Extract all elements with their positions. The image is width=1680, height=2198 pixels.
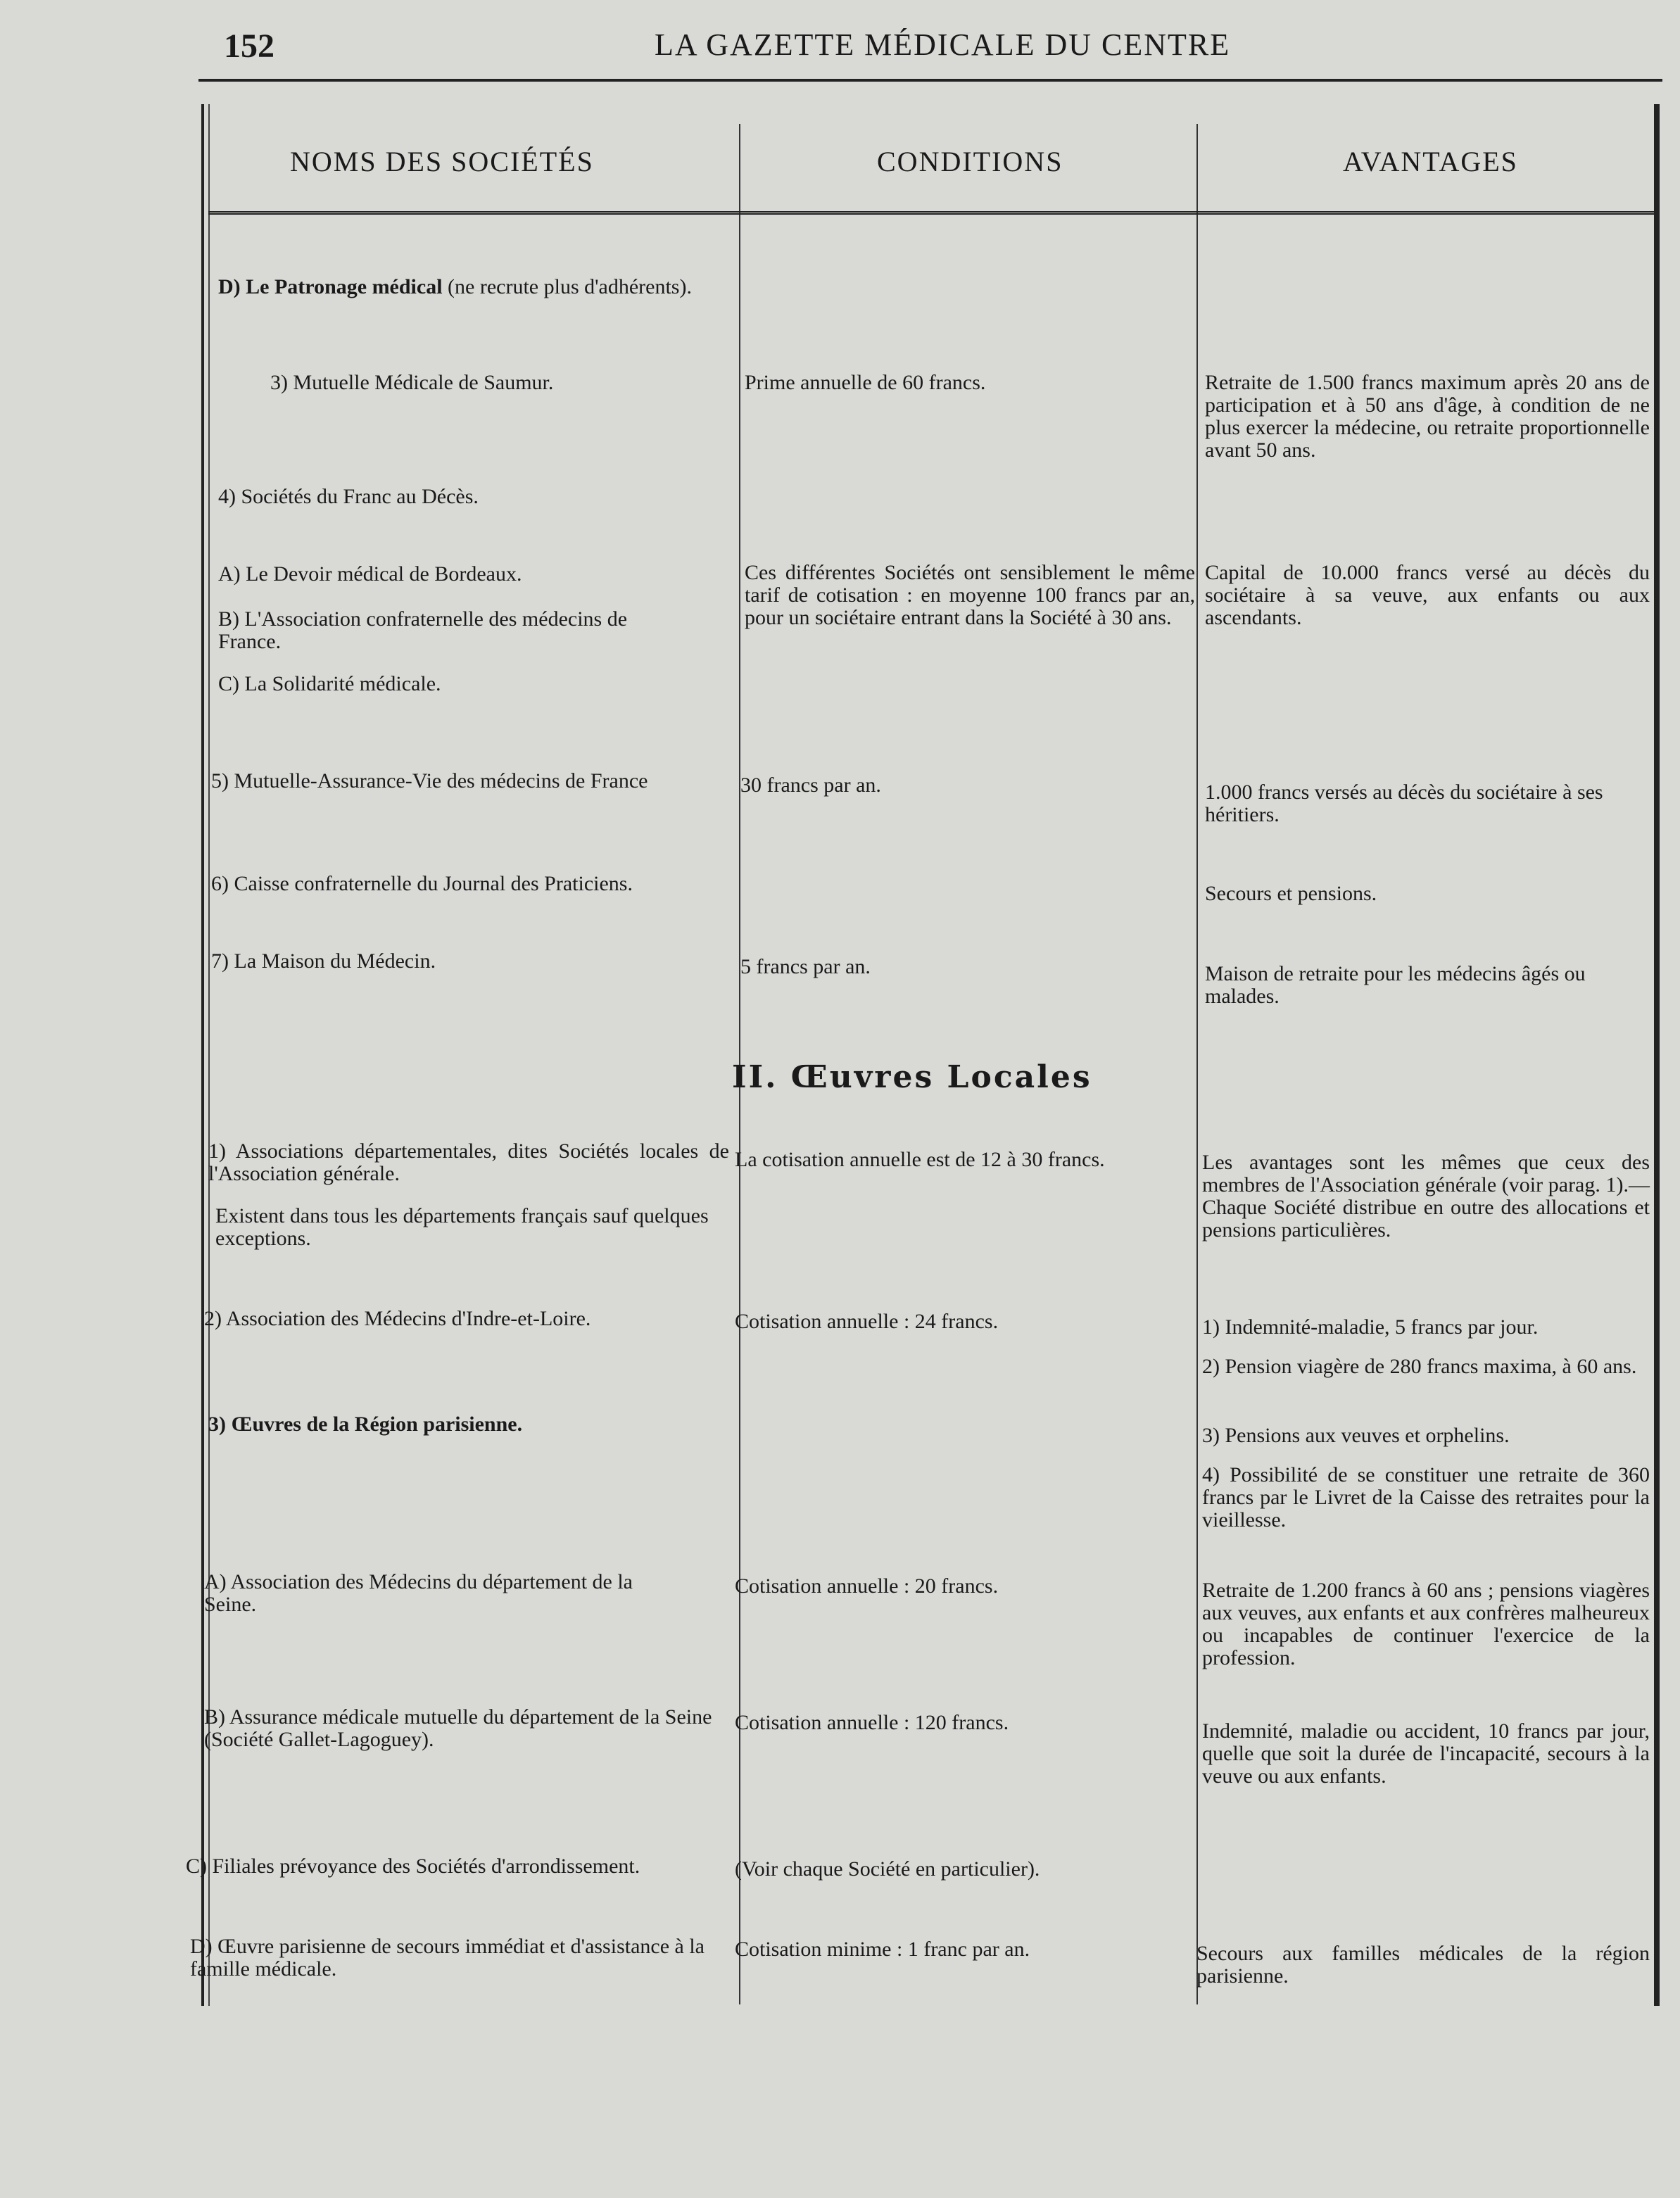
section-title: II. Œuvres Locales [732,1059,1092,1095]
conditions-cell: Cotisation annuelle : 20 francs. [735,1574,999,1598]
advantages-cell: Les avantages sont les mêmes que ceux des membres de l'Association générale (voir parag. 1).— Chaque Société distribue en outre des allocations et pensions particulières. [1202,1151,1650,1242]
advantages-cell: Secours aux familles médicales de la région parisienne. [1196,1942,1650,1988]
society-name: 5) Mutuelle-Assurance-Vie des médecins de France [211,769,648,792]
society-name: 7) La Maison du Médecin. [211,949,436,973]
society-name: 2) Association des Médecins d'Indre-et-Loire. [204,1307,591,1330]
advantages-cell: Indemnité, maladie ou accident, 10 francs par jour, quelle que soit la durée de l'incapacité, secours à la veuve ou aux enfants. [1202,1719,1650,1788]
society-name: 1) Associations départementales, dites Sociétés locales de l'Association générale. [208,1139,729,1185]
advantages-cell: Capital de 10.000 francs versé au décès du sociétaire à sa veuve, aux enfants ou aux ascendants. [1205,561,1650,629]
conditions-cell: 30 francs par an. [740,773,881,797]
journal-title: LA GAZETTE MÉDICALE DU CENTRE [655,27,1231,62]
society-name-bold: D) Le Patronage médical [218,275,443,298]
advantages-cell: Retraite de 1.200 francs à 60 ans ; pensions viagères aux veuves, aux enfants et aux confrères malheureux ou incapables de continuer l'exercice de la profession. [1202,1579,1650,1669]
header-separator [208,211,1655,215]
header-rule [198,79,1662,82]
conditions-cell: La cotisation annuelle est de 12 à 30 francs. [735,1148,1105,1171]
advantages-cell: 3) Pensions aux veuves et orphelins. [1202,1424,1510,1447]
society-name: 4) Sociétés du Franc au Décès. [218,485,479,508]
society-name [218,276,725,298]
society-name: C) Filiales prévoyance des Sociétés d'arrondissement. [186,1855,640,1878]
conditions-cell: Cotisation minime : 1 franc par an. [735,1938,1030,1961]
society-name: 6) Caisse confraternelle du Journal des Praticiens. [211,872,633,895]
conditions-cell: 5 francs par an. [740,955,871,978]
society-name: D) Œuvre parisienne de secours immédiat et d'assistance à la famille médicale. [190,1935,705,1981]
society-name: B) Assurance médicale mutuelle du département de la Seine (Société Gallet-Lagoguey). [204,1705,712,1751]
column-divider [1196,124,1198,2004]
society-note: Existent dans tous les départements français sauf quelques exceptions. [215,1204,709,1250]
society-name: 3) Œuvres de la Région parisienne. [208,1413,523,1436]
running-header [0,27,1680,69]
conditions-cell: Prime annuelle de 60 francs. [745,371,986,394]
conditions-cell: (Voir chaque Société en particulier). [735,1857,1040,1881]
conditions-cell: Ces différentes Sociétés ont sensiblement le même tarif de cotisation : en moyenne 100 francs par an, pour un sociétaire entrant dans la Société à 30 ans. [745,561,1195,629]
conditions-cell: Cotisation annuelle : 120 francs. [735,1711,1009,1734]
society-name: A) Le Devoir médical de Bordeaux. [218,562,522,586]
society-name: B) L'Association confraternelle des médecins de France. [218,607,628,653]
society-name: C) La Solidarité médicale. [218,672,441,695]
advantages-cell: 1.000 francs versés au décès du sociétaire à ses héritiers. [1205,781,1603,826]
advantages-cell: Retraite de 1.500 francs maximum après 20 ans de participation et à 50 ans d'âge, à condition de ne plus exercer la médecine, ou retraite proportionnelle avant 50 ans. [1205,371,1650,462]
conditions-cell: Cotisation annuelle : 24 francs. [735,1310,999,1333]
column-header-advantages: AVANTAGES [1343,146,1518,177]
society-name: A) Association des Médecins du département de la Seine. [204,1570,633,1616]
column-header-names: NOMS DES SOCIÉTÉS [290,146,594,177]
society-name: 3) Mutuelle Médicale de Saumur. [270,371,554,394]
advantages-cell: 2) Pension viagère de 280 francs maxima, à 60 ans. [1202,1355,1637,1378]
advantages-cell: 4) Possibilité de se constituer une retraite de 360 francs par le Livret de la Caisse des retraites pour la vieillesse. [1202,1463,1650,1531]
column-header-conditions: CONDITIONS [877,146,1063,177]
advantages-cell: Secours et pensions. [1205,882,1377,905]
advantages-cell: Maison de retraite pour les médecins âgés ou malades. [1205,962,1586,1008]
page-number: 152 [224,27,274,65]
society-name-note: (ne recrute plus d'adhérents). [442,275,692,298]
advantages-cell: 1) Indemnité-maladie, 5 francs par jour. [1202,1315,1539,1339]
